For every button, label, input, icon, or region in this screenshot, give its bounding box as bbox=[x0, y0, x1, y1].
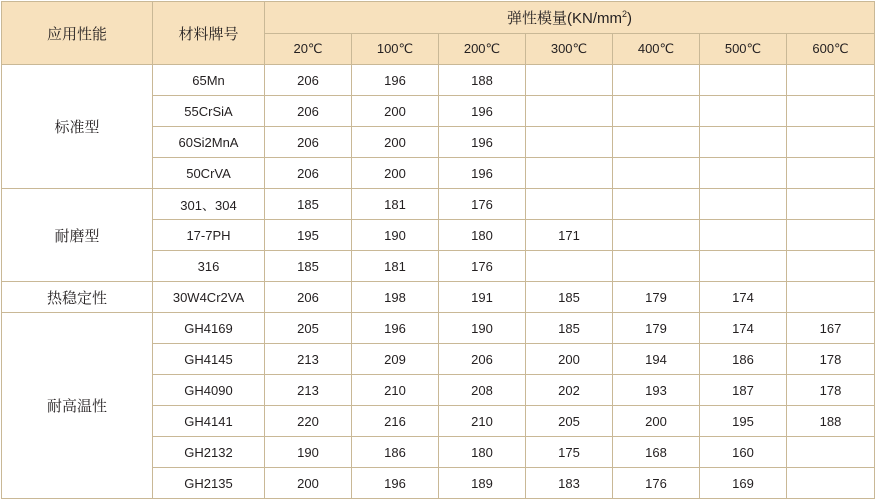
elastic-modulus-table bbox=[1, 1, 875, 499]
table-header bbox=[2, 2, 875, 65]
table-row bbox=[2, 189, 875, 220]
grade-cell: GH2132 bbox=[153, 437, 265, 468]
group-label-0: 标准型 bbox=[2, 65, 153, 189]
value-cell: 174 bbox=[700, 282, 787, 313]
value-cell: 194 bbox=[613, 344, 700, 375]
value-cell: 185 bbox=[265, 189, 352, 220]
value-cell: 213 bbox=[265, 344, 352, 375]
value-cell: 190 bbox=[352, 220, 439, 251]
value-cell: 208 bbox=[439, 375, 526, 406]
value-cell: 185 bbox=[526, 313, 613, 344]
header-elastic-modulus-superscript: 2 bbox=[622, 9, 628, 19]
grade-cell: GH4090 bbox=[153, 375, 265, 406]
header-temp-200c: 200℃ bbox=[439, 34, 526, 65]
value-cell: 210 bbox=[352, 375, 439, 406]
value-cell bbox=[700, 220, 787, 251]
grade-cell: 65Mn bbox=[153, 65, 265, 96]
value-cell: 220 bbox=[265, 406, 352, 437]
value-cell: 181 bbox=[352, 251, 439, 282]
value-cell: 196 bbox=[439, 96, 526, 127]
header-temp-500c: 500℃ bbox=[700, 34, 787, 65]
value-cell bbox=[787, 65, 875, 96]
value-cell: 179 bbox=[613, 313, 700, 344]
grade-cell: GH2135 bbox=[153, 468, 265, 499]
value-cell: 200 bbox=[352, 96, 439, 127]
value-cell: 200 bbox=[352, 158, 439, 189]
value-cell bbox=[787, 251, 875, 282]
table-body bbox=[2, 65, 875, 499]
value-cell: 190 bbox=[439, 313, 526, 344]
value-cell: 176 bbox=[439, 251, 526, 282]
group-label-2: 热稳定性 bbox=[2, 282, 153, 313]
grade-cell: 50CrVA bbox=[153, 158, 265, 189]
value-cell: 206 bbox=[265, 65, 352, 96]
value-cell: 205 bbox=[526, 406, 613, 437]
value-cell bbox=[787, 220, 875, 251]
value-cell: 167 bbox=[787, 313, 875, 344]
value-cell bbox=[613, 158, 700, 189]
value-cell: 196 bbox=[352, 468, 439, 499]
grade-cell: GH4145 bbox=[153, 344, 265, 375]
grade-cell: 60Si2MnA bbox=[153, 127, 265, 158]
header-temp-20c: 20℃ bbox=[265, 34, 352, 65]
value-cell: 171 bbox=[526, 220, 613, 251]
value-cell bbox=[526, 158, 613, 189]
value-cell: 190 bbox=[265, 437, 352, 468]
value-cell: 202 bbox=[526, 375, 613, 406]
value-cell bbox=[613, 251, 700, 282]
value-cell bbox=[613, 127, 700, 158]
value-cell bbox=[700, 251, 787, 282]
value-cell: 191 bbox=[439, 282, 526, 313]
value-cell: 195 bbox=[265, 220, 352, 251]
value-cell bbox=[787, 127, 875, 158]
value-cell: 176 bbox=[439, 189, 526, 220]
value-cell: 176 bbox=[613, 468, 700, 499]
grade-cell: GH4169 bbox=[153, 313, 265, 344]
value-cell: 169 bbox=[700, 468, 787, 499]
grade-cell: 17-7PH bbox=[153, 220, 265, 251]
value-cell: 206 bbox=[265, 282, 352, 313]
value-cell: 187 bbox=[700, 375, 787, 406]
value-cell: 189 bbox=[439, 468, 526, 499]
value-cell bbox=[526, 65, 613, 96]
value-cell: 209 bbox=[352, 344, 439, 375]
value-cell bbox=[787, 282, 875, 313]
value-cell: 206 bbox=[439, 344, 526, 375]
value-cell bbox=[787, 96, 875, 127]
value-cell: 198 bbox=[352, 282, 439, 313]
value-cell bbox=[613, 220, 700, 251]
value-cell: 196 bbox=[352, 313, 439, 344]
value-cell bbox=[526, 96, 613, 127]
value-cell: 181 bbox=[352, 189, 439, 220]
value-cell: 206 bbox=[265, 96, 352, 127]
value-cell: 205 bbox=[265, 313, 352, 344]
value-cell: 206 bbox=[265, 158, 352, 189]
value-cell: 168 bbox=[613, 437, 700, 468]
value-cell: 195 bbox=[700, 406, 787, 437]
value-cell: 196 bbox=[439, 127, 526, 158]
value-cell: 180 bbox=[439, 220, 526, 251]
grade-cell: 316 bbox=[153, 251, 265, 282]
value-cell: 174 bbox=[700, 313, 787, 344]
value-cell: 213 bbox=[265, 375, 352, 406]
value-cell: 186 bbox=[700, 344, 787, 375]
header-temp-100c: 100℃ bbox=[352, 34, 439, 65]
value-cell: 179 bbox=[613, 282, 700, 313]
value-cell: 196 bbox=[439, 158, 526, 189]
value-cell: 160 bbox=[700, 437, 787, 468]
header-material-grade: 材料牌号 bbox=[153, 2, 265, 65]
value-cell: 186 bbox=[352, 437, 439, 468]
value-cell: 200 bbox=[265, 468, 352, 499]
group-label-3: 耐高温性 bbox=[2, 313, 153, 499]
value-cell: 200 bbox=[526, 344, 613, 375]
value-cell: 185 bbox=[526, 282, 613, 313]
spec-table-container bbox=[0, 1, 876, 491]
value-cell: 188 bbox=[787, 406, 875, 437]
value-cell bbox=[526, 127, 613, 158]
value-cell bbox=[700, 96, 787, 127]
grade-cell: 55CrSiA bbox=[153, 96, 265, 127]
group-label-1: 耐磨型 bbox=[2, 189, 153, 282]
value-cell: 178 bbox=[787, 375, 875, 406]
grade-cell: GH4141 bbox=[153, 406, 265, 437]
value-cell: 193 bbox=[613, 375, 700, 406]
value-cell: 175 bbox=[526, 437, 613, 468]
value-cell bbox=[700, 189, 787, 220]
value-cell: 216 bbox=[352, 406, 439, 437]
value-cell: 196 bbox=[352, 65, 439, 96]
table-row bbox=[2, 313, 875, 344]
value-cell: 183 bbox=[526, 468, 613, 499]
value-cell bbox=[613, 189, 700, 220]
value-cell bbox=[787, 468, 875, 499]
table-row bbox=[2, 282, 875, 313]
header-elastic-modulus bbox=[265, 2, 875, 34]
value-cell: 200 bbox=[613, 406, 700, 437]
grade-cell: 30W4Cr2VA bbox=[153, 282, 265, 313]
value-cell bbox=[526, 189, 613, 220]
grade-cell: 301、304 bbox=[153, 189, 265, 220]
value-cell: 178 bbox=[787, 344, 875, 375]
value-cell bbox=[700, 158, 787, 189]
header-application-property: 应用性能 bbox=[2, 2, 153, 65]
value-cell: 210 bbox=[439, 406, 526, 437]
value-cell: 206 bbox=[265, 127, 352, 158]
value-cell bbox=[787, 189, 875, 220]
value-cell: 180 bbox=[439, 437, 526, 468]
value-cell: 200 bbox=[352, 127, 439, 158]
value-cell: 188 bbox=[439, 65, 526, 96]
table-row bbox=[2, 65, 875, 96]
value-cell bbox=[613, 65, 700, 96]
header-temp-300c: 300℃ bbox=[526, 34, 613, 65]
value-cell bbox=[526, 251, 613, 282]
header-temp-400c: 400℃ bbox=[613, 34, 700, 65]
value-cell bbox=[700, 127, 787, 158]
header-elastic-modulus-text: 弹性模量(KN/mm bbox=[507, 10, 622, 27]
value-cell bbox=[700, 65, 787, 96]
value-cell: 185 bbox=[265, 251, 352, 282]
header-temp-600c: 600℃ bbox=[787, 34, 875, 65]
value-cell bbox=[787, 158, 875, 189]
value-cell bbox=[613, 96, 700, 127]
header-elastic-modulus-tail: ) bbox=[627, 10, 633, 27]
